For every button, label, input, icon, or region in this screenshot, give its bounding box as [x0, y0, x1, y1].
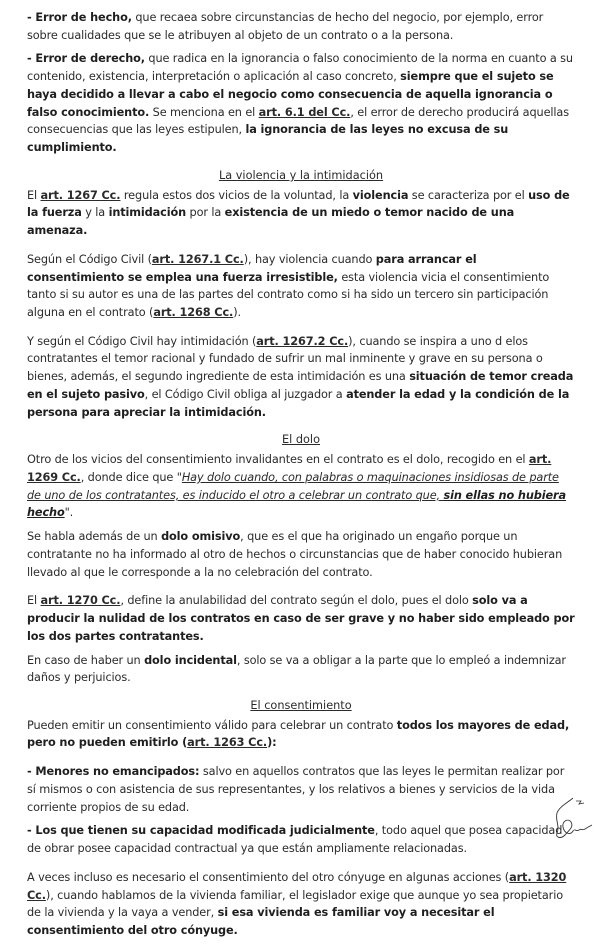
- term-error-derecho: Error de derecho,: [35, 52, 145, 66]
- article-reference: art. 1267.2 Cc.: [256, 334, 349, 348]
- section-heading-violencia: La violencia y la intimidación: [218, 168, 384, 182]
- article-reference: art. 1263 Cc.: [187, 736, 268, 750]
- paragraph-dolo-4: En caso de haber un dolo incidental, solo se va a obligar a la parte que lo empleó a indemnizar daños y perjuicios.: [27, 653, 566, 685]
- term-error-hecho: Error de hecho,: [35, 11, 132, 24]
- paragraph-dolo-3: El art. 1270 Cc., define la anulabilidad del contrato según el dolo, pues el dolo solo va a producir la nulidad de los contratos en caso de ser grave y no haber sido empleado por los dos partes contratantes.: [27, 594, 575, 643]
- document-page: [27, 9, 575, 946]
- legal-quote: Hay dolo cuando, con palabras o maquinaciones insidiosas de parte de uno de los contratantes, es inducido el otro a celebrar un contrato que,: [27, 470, 559, 502]
- paragraph-error-derecho: - Error de derecho, que radica en la ignorancia o falso conocimiento de la norma en cuanto a su contenido, existencia, interpretación o aplicación al caso concreto, siempre que el sujeto se haya decidido a llevar a cabo el negocio como consecuencia de aquella ignorancia o falso conocimiento. Se menciona en el art. 6.1 del Cc., el error de derecho producirá aquellas consecuencias que las leyes estipulen, la ignorancia de las leyes no excusa de su cumplimiento.: [27, 52, 573, 155]
- article-reference: art. 6.1 del Cc.: [258, 105, 351, 119]
- paragraph-dolo-1: Otro de los vicios del consentimiento invalidantes en el contrato es el dolo, recogido en el art. 1269 Cc., donde dice que "Hay dolo cuando, con palabras o maquinaciones insidiosas de parte de uno de los contratantes, es inducido el otro a celebrar un contrato que, sin ellas no hubiera hecho".: [27, 453, 566, 520]
- article-reference: art. 1267.1 Cc.: [151, 252, 244, 266]
- handwritten-signature: [543, 795, 593, 843]
- article-reference: art. 1267 Cc.: [40, 188, 121, 202]
- article-reference: art. 1269 Cc.: [27, 453, 552, 484]
- paragraph-conyuge: A veces incluso es necesario el consentimiento del otro cónyuge en algunas acciones (art. 1320 Cc.), cuando hablamos de la vivienda familiar, el legislador exige que aunque yo sea propietario de la vivienda y la vaya a vender, si esa vivienda es familiar voy a necesitar el consentimiento del otro cónyuge.: [27, 870, 567, 938]
- paragraph-menores: - Menores no emancipados: salvo en aquellos contratos que las leyes le permitan realizar por sí mismos o con asistencia de sus representantes, y los relativos a bienes y servicios de la vida corriente propios de su edad.: [27, 765, 565, 814]
- paragraph-consentimiento-1: Pueden emitir un consentimiento válido para celebrar un contrato todos los mayores de edad, pero no pueden emitirlo (art. 1263 Cc.):: [27, 718, 570, 750]
- paragraph-violencia-1: El art. 1267 Cc. regula estos dos vicios de la voluntad, la violencia se caracteriza por el uso de la fuerza y la intimidación por la existencia de un miedo o temor nacido de una amenaza.: [27, 188, 570, 238]
- section-heading-consentimiento: El consentimiento: [250, 698, 352, 712]
- paragraph-error-hecho: - Error de hecho, que recaea sobre circunstancias de hecho del negocio, por ejemplo, error sobre cualidades que se le atribuyen al objeto de un contrato o a la persona.: [27, 11, 544, 42]
- paragraph-violencia-3: Y según el Código Civil hay intimidación (art. 1267.2 Cc.), cuando se inspira a uno d elos contratantes el temor racional y fundado de sufrir un mal inminente y grave en su persona o bienes, además, el segundo ingrediente de esta intimidación es una situación de temor creada en el sujeto pasivo, el Código Civil obliga al juzgador a atender la edad y la condición de la persona para apreciar la intimidación.: [27, 334, 574, 419]
- paragraph-capacidad-modificada: - Los que tienen su capacidad modificada judicialmente, todo aquel que posea capacidad de obrar posee capacidad contractual ya que están ampliamente relacionadas.: [27, 824, 563, 856]
- article-reference: art. 1268 Cc.: [153, 306, 234, 320]
- paragraph-dolo-2: Se habla además de un dolo omisivo, que es el que ha originado un engaño porque un contratante no ha informado al otro de hechos o circunstancias que de haber conocido hubieran llevado al que le corresponde a la no celebración del contrato.: [27, 530, 563, 579]
- paragraph-violencia-2: Según el Código Civil (art. 1267.1 Cc.), hay violencia cuando para arrancar el consentimiento se emplea una fuerza irresistible, esta violencia vicia el consentimiento tanto si su autor es una de las partes del contrato como si ha sido un tercero sin participación alguna en el contrato (art. 1268 Cc.).: [27, 252, 550, 320]
- section-heading-dolo: El dolo: [281, 433, 320, 447]
- legal-quote-emphasis: sin ellas no hubiera hecho: [27, 488, 566, 520]
- article-reference: art. 1270 Cc.: [40, 594, 121, 608]
- article-reference: art. 1320 Cc.: [27, 870, 567, 902]
